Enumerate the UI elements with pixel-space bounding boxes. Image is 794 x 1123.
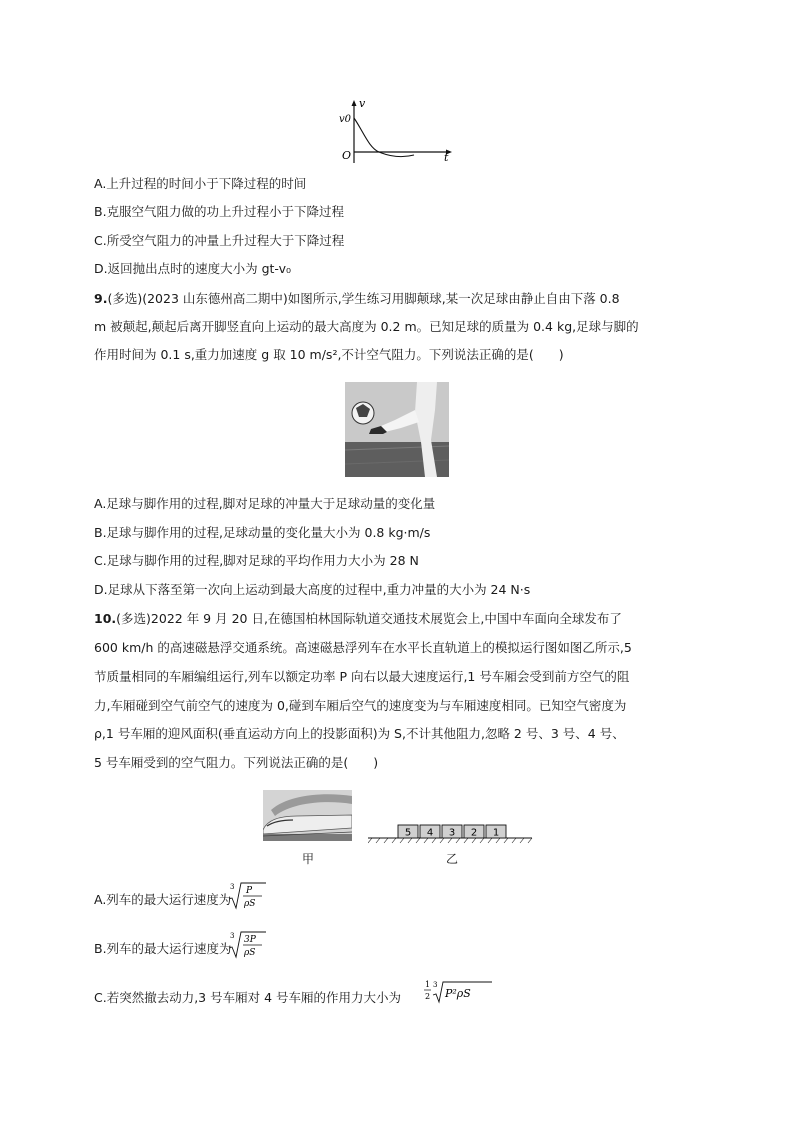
car-label-4: 4 (426, 827, 434, 839)
fraction-a-numerator: P (246, 886, 253, 896)
t-axis-label: t (444, 151, 449, 164)
train-cars-diagram (368, 822, 534, 844)
q9-stem-line-1 (94, 291, 620, 307)
maglev-train-photo (263, 790, 352, 841)
q10-option-a-text: A.列车的最大运行速度为 (94, 892, 232, 907)
velocity-time-graph (336, 97, 462, 165)
q10-stem-line-5: ρ,1 号车厢的迎风面积(垂直运动方向上的投影面积)为 S,不计其他阻力,忽略 2 号、3 号、4 号、 (94, 726, 625, 741)
q10-stem-line-1 (94, 611, 622, 627)
cube-root-index-a: 3 (230, 883, 235, 891)
car-label-1: 1 (492, 827, 500, 839)
q10-stem-line-6: 5 号车厢受到的空气阻力。下列说法正确的是( ) (94, 755, 379, 770)
car-label-3: 3 (448, 827, 456, 839)
cube-root-index-c: 3 (433, 981, 438, 989)
caption-jia: 甲 (302, 852, 315, 866)
q10-stem-text-1: (多选)2022 年 9 月 20 日,在德国柏林国际轨道交通技术展览会上,中国中车面向全球发布了 (116, 611, 622, 626)
v-axis-arrow (352, 100, 357, 106)
formula-option-b (228, 929, 278, 961)
fraction-c-numerator: 1 (425, 980, 431, 989)
train-car-4 (420, 825, 440, 839)
q9-option-a: A.足球与脚作用的过程,脚对足球的冲量大于足球动量的变化量 (94, 496, 436, 511)
q9-option-b: B.足球与脚作用的过程,足球动量的变化量大小为 0.8 kg·m/s (94, 525, 431, 540)
q10-number: 10. (94, 611, 117, 626)
car-label-2: 2 (470, 827, 478, 839)
q9-option-d: D.足球从下落至第一次向上运动到最大高度的过程中,重力冲量的大小为 24 N·s (94, 582, 531, 597)
track-hatching (368, 838, 532, 843)
formula-option-a (228, 880, 278, 912)
maglev-train-illustration (263, 790, 352, 841)
q10-option-c (94, 990, 401, 1006)
q9-number: 9. (94, 291, 108, 306)
velocity-curve (354, 118, 414, 157)
q9-option-c: C.足球与脚作用的过程,脚对足球的平均作用力大小为 28 N (94, 553, 419, 568)
q9-stem-line-3: 作用时间为 0.1 s,重力加速度 g 取 10 m/s²,不计空气阻力。下列说法正确的是( ) (94, 347, 564, 362)
fraction-b-denominator: ρS (244, 948, 256, 958)
cube-root-index-b: 3 (230, 932, 235, 940)
q8-option-d: D.返回抛出点时的速度大小为 gt-v₀ (94, 261, 291, 276)
train-car-1 (486, 825, 506, 839)
fraction-c-denominator: 2 (425, 992, 431, 1001)
train-car-2 (464, 825, 484, 839)
q9-stem-text-1: (多选)(2023 山东德州高二期中)如图所示,学生练习用脚颠球,某一次足球由静止自由下落 0.8 (107, 291, 620, 306)
q10-stem-line-4: 力,车厢碰到空气前空气的速度为 0,碰到车厢后空气的速度变为与车厢速度相同。已知空气密度为 (94, 698, 627, 713)
fraction-b-numerator: 3P (244, 935, 256, 945)
q10-option-c-text: C.若突然撤去动力,3 号车厢对 4 号车厢的作用力大小为 (94, 990, 402, 1005)
car-label-5: 5 (404, 827, 412, 839)
q8-option-c: C.所受空气阻力的冲量上升过程大于下降过程 (94, 233, 345, 248)
fraction-a-denominator: ρS (244, 899, 256, 909)
train-car-5 (398, 825, 418, 839)
football-juggling-illustration (345, 382, 449, 477)
q10-option-b-text: B.列车的最大运行速度为 (94, 941, 232, 956)
caption-yi: 乙 (446, 852, 459, 866)
football-juggling-photo (345, 382, 449, 477)
train-car-3 (442, 825, 462, 839)
q10-option-a (94, 892, 231, 908)
q8-option-b: B.克服空气阻力做的功上升过程小于下降过程 (94, 204, 345, 219)
radicand-c: P²ρS (445, 987, 471, 1000)
origin-label: O (342, 149, 352, 162)
q10-stem-line-3: 节质量相同的车厢编组运行,列车以额定功率 P 向右以最大速度运行,1 号车厢会受到前方空气的阻 (94, 669, 630, 684)
q10-stem-line-2: 600 km/h 的高速磁悬浮交通系统。高速磁悬浮列车在水平长直轨道上的模拟运行图如图乙所示,5 (94, 640, 632, 655)
formula-option-c (424, 978, 496, 1008)
q10-option-b (94, 941, 232, 957)
v0-label: v0 (339, 114, 352, 125)
v-axis-label: v (359, 97, 366, 110)
q8-option-a: A.上升过程的时间小于下降过程的时间 (94, 176, 307, 191)
q9-stem-line-2: m 被颠起,颠起后离开脚竖直向上运动的最大高度为 0.2 m。已知足球的质量为 0.4 kg,足球与脚的 (94, 319, 639, 334)
